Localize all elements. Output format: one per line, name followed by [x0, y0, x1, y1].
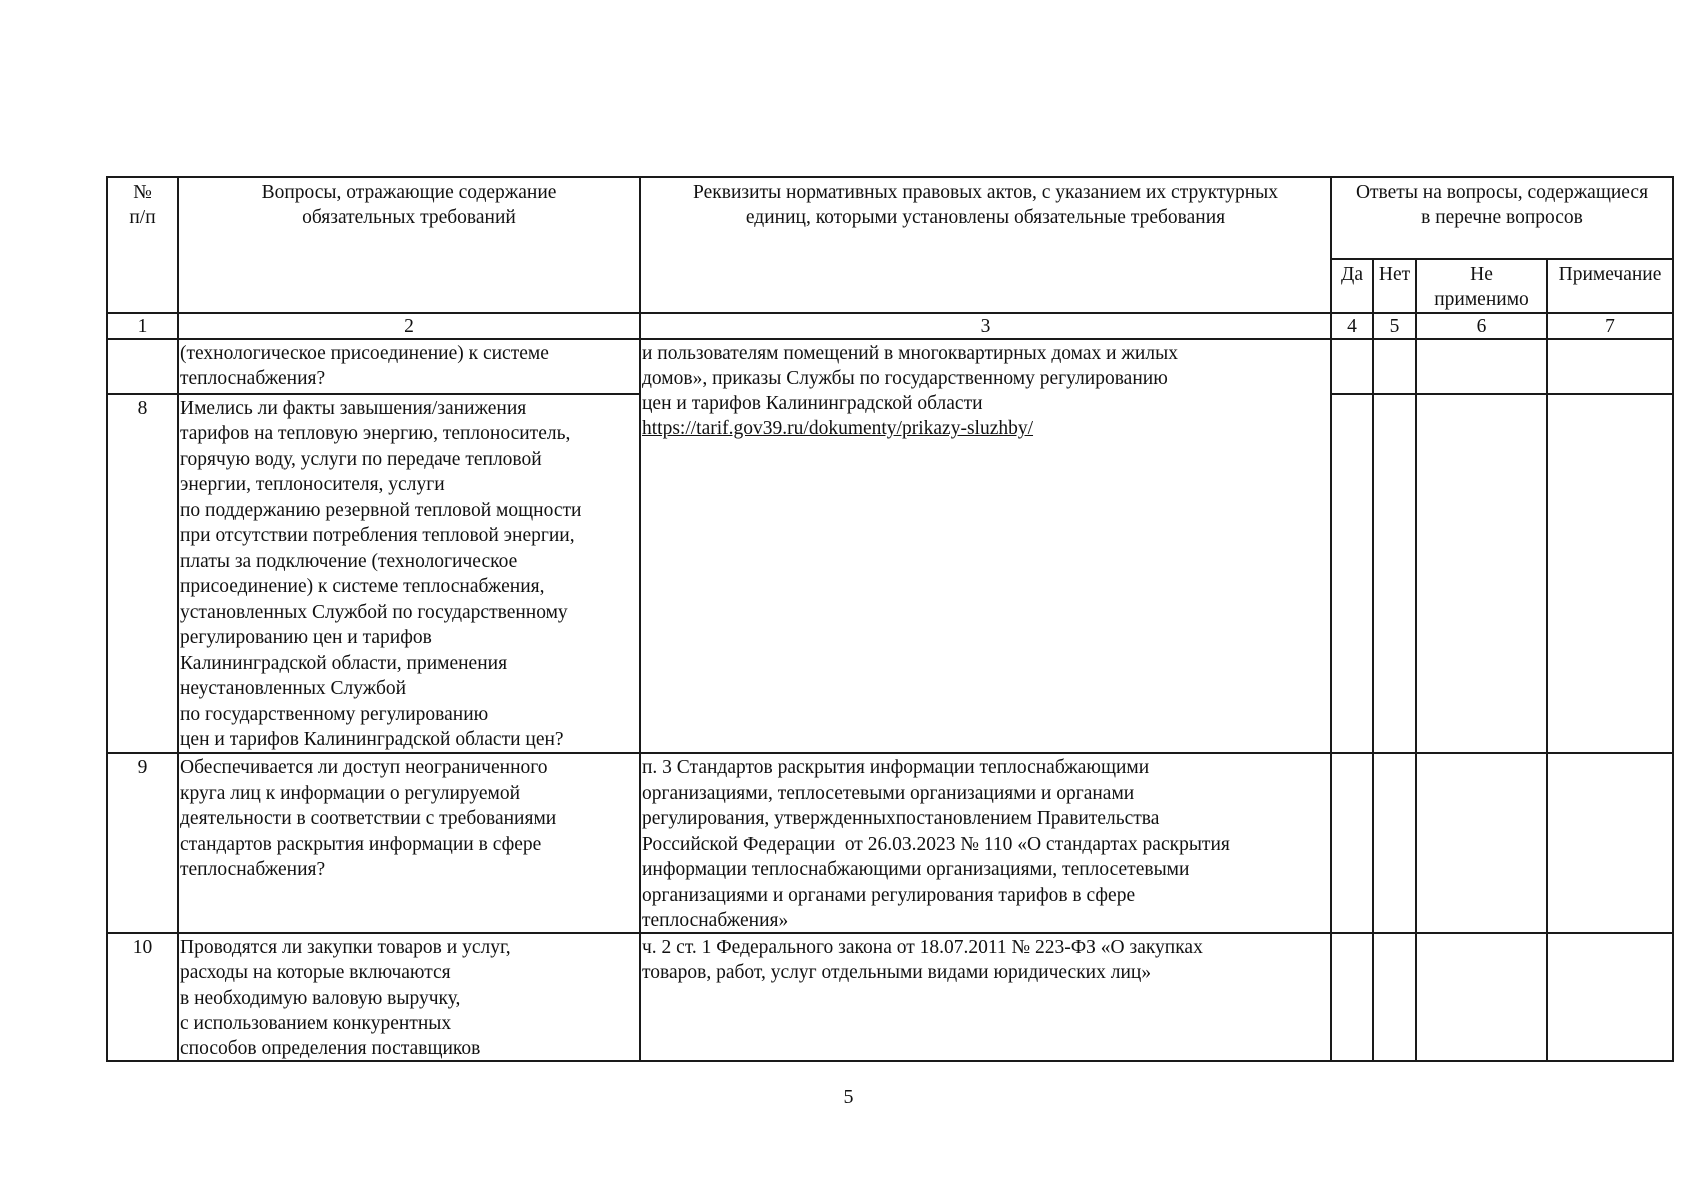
col-divider-1 — [177, 176, 179, 1062]
row-divider-cont-answers — [1331, 393, 1674, 395]
header-col1-line2: п/п — [129, 207, 156, 228]
col-divider-4 — [1372, 258, 1374, 1062]
subheader-note: Примечание — [1558, 264, 1662, 285]
colnum-5: 5 — [1389, 316, 1400, 337]
table-border-left — [106, 176, 108, 1062]
colnum-1: 1 — [137, 316, 148, 337]
row-cont-question-line: теплоснабжения? — [180, 368, 326, 389]
row-cont-acts-line: домов», приказы Службы по государственному регулированию — [642, 368, 1168, 389]
header-answers-line1: Ответы на вопросы, содержащиеся — [1355, 182, 1649, 203]
row-9-question-line: стандартов раскрытия информации в сфере — [180, 834, 542, 855]
row-8-question-line: тарифов на тепловую энергию, теплоноситель, — [180, 423, 571, 444]
row-9-question-line: Обеспечивается ли доступ неограниченного — [180, 757, 548, 778]
header-col2-line2: обязательных требований — [302, 207, 516, 228]
row-cont-acts-link[interactable] — [642, 416, 1033, 442]
header-col3-line2: единиц, которыми установлены обязательные требования — [745, 207, 1226, 228]
row-9-acts-line: теплоснабжения» — [642, 910, 789, 931]
row-8-question-line: регулированию цен и тарифов — [180, 627, 432, 648]
row-10-question-line: в необходимую валовую выручку, — [180, 988, 461, 1009]
row-10-question-line: расходы на которые включаются — [180, 962, 451, 983]
row-10-question-line: способов определения поставщиков — [180, 1038, 481, 1059]
col-divider-6 — [1546, 258, 1548, 1062]
row-9-question-line: деятельности в соответствии с требованиями — [180, 808, 557, 829]
header-col2-line1: Вопросы, отражающие содержание — [261, 182, 557, 203]
row-8-number: 8 — [137, 398, 148, 419]
row-9-question-line: круга лиц к информации о регулируемой — [180, 783, 521, 804]
colnum-6: 6 — [1476, 316, 1487, 337]
colnum-3: 3 — [980, 316, 991, 337]
row-8-question-line: по поддержанию резервной тепловой мощности — [180, 500, 582, 521]
row-8-question-line: горячую воду, услуги по передаче тепловой — [180, 449, 542, 470]
subheader-divider — [1331, 258, 1674, 260]
row-8-question-line: по государственному регулированию — [180, 704, 489, 725]
subheader-yes: Да — [1341, 264, 1363, 285]
row-cont-question-line: (технологическое присоединение) к системе — [180, 343, 549, 364]
row-9-acts-line: информации теплоснабжающими организациями, теплосетевыми — [642, 859, 1190, 880]
col-divider-3 — [1330, 176, 1332, 1062]
table-border-top — [106, 176, 1674, 178]
subheader-na-line1: Не — [1470, 264, 1493, 285]
col-divider-2 — [639, 176, 641, 1062]
row-8-question-line: присоединение) к системе теплоснабжения, — [180, 576, 545, 597]
subheader-na-line2: применимо — [1434, 289, 1529, 310]
row-8-question-line: энергии, теплоносителя, услуги — [180, 474, 445, 495]
colnum-7: 7 — [1605, 316, 1615, 337]
row-8-question-line: цен и тарифов Калининградской области цен? — [180, 729, 564, 750]
colnum-2: 2 — [404, 316, 414, 337]
row-divider-cont — [106, 393, 640, 395]
row-9-acts-line: Российской Федерации от 26.03.2023 № 110 «О стандартах раскрытия — [642, 834, 1230, 855]
row-9-acts-line: п. 3 Стандартов раскрытия информации теплоснабжающими — [642, 757, 1150, 778]
page-number: 5 — [843, 1086, 854, 1108]
row-10-acts-line: товаров, работ, услуг отдельными видами юридических лиц» — [642, 962, 1152, 983]
row-9-question-line: теплоснабжения? — [180, 859, 326, 880]
header-answers-line2: в перечне вопросов — [1421, 207, 1583, 228]
row-10-question-line: с использованием конкурентных — [180, 1013, 452, 1034]
acts-link[interactable]: https://tarif.gov39.ru/dokumenty/prikazy-sluzhby/ — [642, 418, 1034, 439]
row-10-acts-line: ч. 2 ст. 1 Федерального закона от 18.07.2011 № 223-ФЗ «О закупках — [642, 937, 1203, 958]
row-9-acts-line: организациями, теплосетевыми организациями и органами — [642, 783, 1135, 804]
row-divider-9 — [108, 932, 1674, 934]
row-8-question-line: платы за подключение (технологическое — [180, 551, 518, 572]
header-col3-line1: Реквизиты нормативных правовых актов, с указанием их структурных — [693, 182, 1278, 203]
col-divider-5 — [1415, 258, 1417, 1062]
row-cont-acts-line: цен и тарифов Калининградской области — [642, 393, 983, 414]
colnum-4: 4 — [1347, 316, 1357, 337]
row-8-question-line: Имелись ли факты завышения/занижения — [180, 398, 527, 419]
row-8-question-line: при отсутствии потребления тепловой энергии, — [180, 525, 575, 546]
table-border-right — [1672, 176, 1674, 1062]
row-8-question-line: установленных Службой по государственному — [180, 602, 568, 623]
subheader-no: Нет — [1378, 264, 1411, 285]
row-cont-acts-line: и пользователям помещений в многоквартирных домах и жилых — [642, 343, 1178, 364]
row-10-number: 10 — [132, 937, 153, 958]
row-8-question-line: неустановленных Службой — [180, 678, 407, 699]
row-10-question-line: Проводятся ли закупки товаров и услуг, — [180, 937, 511, 958]
row-9-acts-line: регулирования, утвержденныхпостановлением Правительства — [642, 808, 1160, 829]
row-9-acts-line: организациями и органами регулирования тарифов в сфере — [642, 885, 1136, 906]
header-col1-line1: № — [133, 182, 152, 203]
row-8-question-line: Калининградской области, применения — [180, 653, 508, 674]
row-9-number: 9 — [137, 757, 148, 778]
